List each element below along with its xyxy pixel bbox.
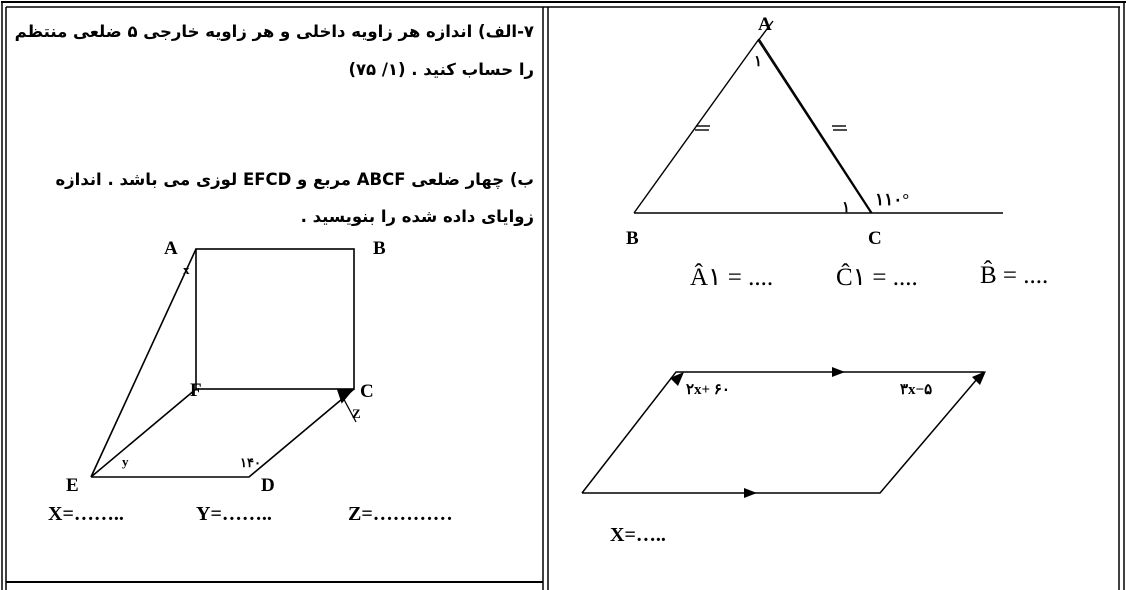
angle-label-y: y (122, 454, 129, 469)
answer-b[interactable]: B̂ = .... (980, 262, 1049, 289)
angle-label-x: x (183, 262, 190, 277)
answer-parallelogram-x[interactable]: X=….. (610, 524, 666, 546)
question-7b-line1: ب) چهار ضلعی ABCF مربع و EFCD لوزی می باشد . اندازه (55, 170, 534, 189)
triangle-figure (634, 21, 1003, 213)
triangle-vertex-b: B (626, 228, 639, 249)
angle-label-top-left: ۲x+ ۶۰ (686, 382, 730, 398)
angle-label-z: Z (352, 406, 361, 421)
vertex-label-a: A (164, 238, 178, 259)
vertex-label-f: F (190, 380, 202, 401)
vertex-label-d: D (261, 475, 275, 496)
square-rhombus-figure (91, 249, 356, 477)
answer-c1[interactable]: Ĉ۱ = .... (836, 264, 918, 291)
answer-y[interactable]: Y=…….. (196, 503, 272, 525)
answer-x[interactable]: X=…….. (48, 503, 124, 525)
question-7b-line2: زوایای داده شده را بنویسید . (300, 207, 534, 226)
angle-label-c1: ۱ (842, 200, 851, 216)
angle-label-140: ۱۴۰ (240, 455, 261, 470)
vertex-label-e: E (66, 475, 79, 496)
question-7a-line1: ۷-الف) اندازه هر زاویه داخلی و هر زاویه خارجی ۵ ضلعی منتظم (14, 22, 534, 41)
question-7a-line2: را حساب کنید . (۱/ ۷۵) (348, 60, 534, 79)
angle-label-a1: ۱ (754, 54, 763, 70)
angle-label-top-right: ۳x−۵ (900, 382, 933, 398)
vertex-label-c: C (360, 381, 374, 402)
angle-label-110: ۱۱۰° (875, 190, 910, 209)
triangle-vertex-c: C (868, 228, 882, 249)
answer-a1[interactable]: Â۱ = .... (690, 264, 774, 291)
vertex-label-b: B (373, 238, 386, 259)
triangle-vertex-a: A (758, 14, 772, 35)
answer-z[interactable]: Z=………… (348, 503, 453, 525)
